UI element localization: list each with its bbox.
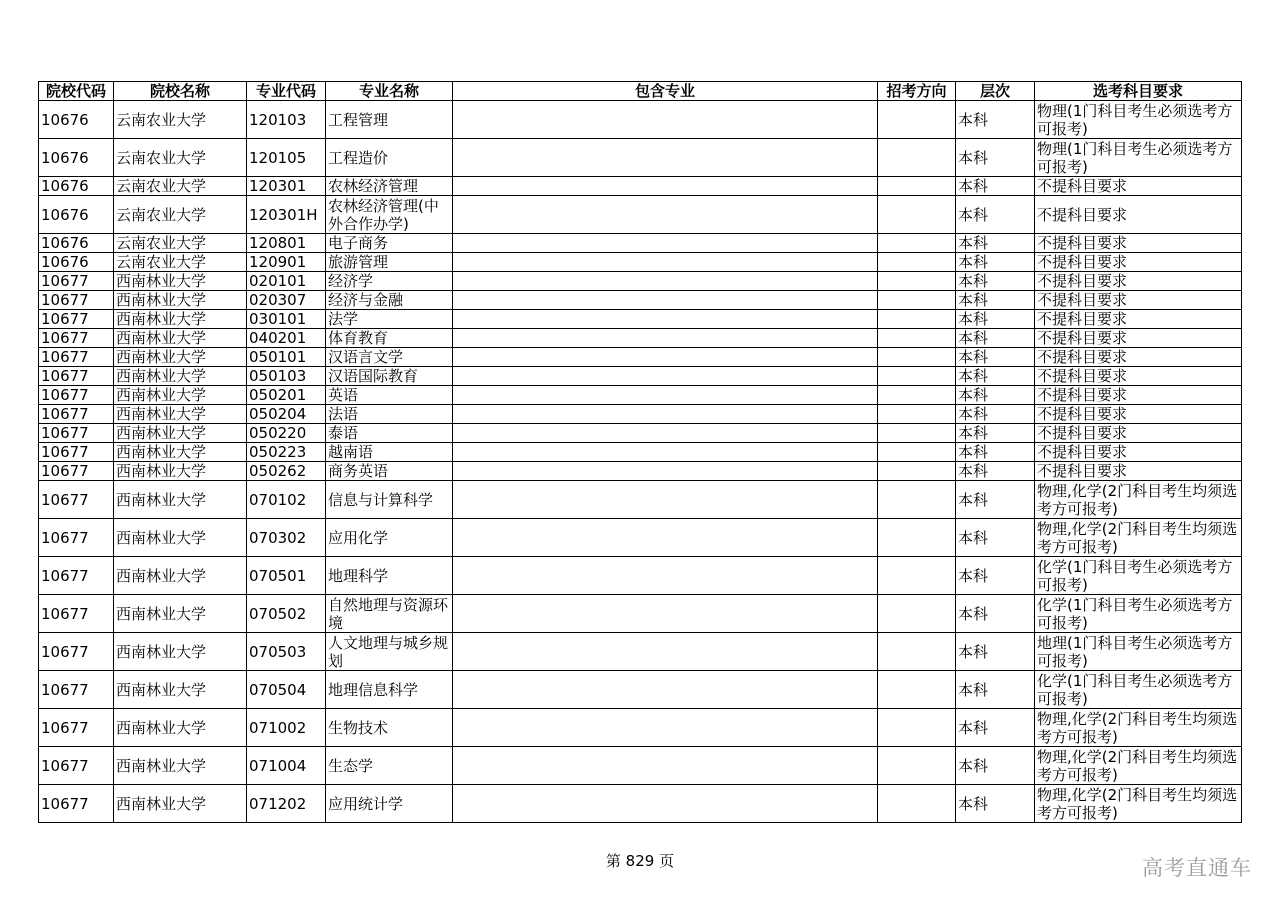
major-code-cell: 070302 bbox=[247, 519, 326, 557]
table-row bbox=[39, 139, 1242, 177]
school-name-cell: 云南农业大学 bbox=[114, 139, 247, 177]
table-row bbox=[39, 709, 1242, 747]
table-row bbox=[39, 177, 1242, 196]
included-majors-cell bbox=[453, 519, 878, 557]
major-name-cell: 经济与金融 bbox=[326, 291, 453, 310]
level-cell: 本科 bbox=[956, 367, 1035, 386]
header-school-code: 院校代码 bbox=[39, 82, 114, 101]
school-name-cell: 西南林业大学 bbox=[114, 272, 247, 291]
major-name-cell: 泰语 bbox=[326, 424, 453, 443]
table-body bbox=[39, 101, 1242, 823]
school-name-cell: 西南林业大学 bbox=[114, 747, 247, 785]
level-cell: 本科 bbox=[956, 272, 1035, 291]
subject-requirement-cell: 化学(1门科目考生必须选考方可报考) bbox=[1035, 595, 1242, 633]
table-row bbox=[39, 329, 1242, 348]
admission-requirements-table bbox=[38, 81, 1242, 823]
direction-cell bbox=[878, 519, 956, 557]
school-name-cell: 西南林业大学 bbox=[114, 462, 247, 481]
table-row bbox=[39, 443, 1242, 462]
school-name-cell: 西南林业大学 bbox=[114, 424, 247, 443]
major-code-cell: 120103 bbox=[247, 101, 326, 139]
major-name-cell: 生态学 bbox=[326, 747, 453, 785]
direction-cell bbox=[878, 633, 956, 671]
level-cell: 本科 bbox=[956, 177, 1035, 196]
direction-cell bbox=[878, 709, 956, 747]
subject-requirement-cell: 化学(1门科目考生必须选考方可报考) bbox=[1035, 671, 1242, 709]
level-cell: 本科 bbox=[956, 443, 1035, 462]
major-code-cell: 050103 bbox=[247, 367, 326, 386]
major-name-cell: 电子商务 bbox=[326, 234, 453, 253]
major-name-cell: 农林经济管理 bbox=[326, 177, 453, 196]
level-cell: 本科 bbox=[956, 253, 1035, 272]
major-code-cell: 020307 bbox=[247, 291, 326, 310]
included-majors-cell bbox=[453, 633, 878, 671]
level-cell: 本科 bbox=[956, 291, 1035, 310]
subject-requirement-cell: 不提科目要求 bbox=[1035, 177, 1242, 196]
direction-cell bbox=[878, 785, 956, 823]
table-row bbox=[39, 424, 1242, 443]
subject-requirement-cell: 不提科目要求 bbox=[1035, 443, 1242, 462]
direction-cell bbox=[878, 291, 956, 310]
included-majors-cell bbox=[453, 367, 878, 386]
major-code-cell: 040201 bbox=[247, 329, 326, 348]
included-majors-cell bbox=[453, 462, 878, 481]
table-row bbox=[39, 196, 1242, 234]
school-code-cell: 10677 bbox=[39, 272, 114, 291]
subject-requirement-cell: 不提科目要求 bbox=[1035, 462, 1242, 481]
school-code-cell: 10677 bbox=[39, 424, 114, 443]
level-cell: 本科 bbox=[956, 310, 1035, 329]
direction-cell bbox=[878, 405, 956, 424]
header-major-name: 专业名称 bbox=[326, 82, 453, 101]
subject-requirement-cell: 不提科目要求 bbox=[1035, 291, 1242, 310]
major-name-cell: 体育教育 bbox=[326, 329, 453, 348]
school-name-cell: 西南林业大学 bbox=[114, 348, 247, 367]
major-name-cell: 旅游管理 bbox=[326, 253, 453, 272]
table-row bbox=[39, 101, 1242, 139]
school-code-cell: 10677 bbox=[39, 367, 114, 386]
major-code-cell: 070503 bbox=[247, 633, 326, 671]
level-cell: 本科 bbox=[956, 462, 1035, 481]
included-majors-cell bbox=[453, 557, 878, 595]
included-majors-cell bbox=[453, 595, 878, 633]
table-row bbox=[39, 310, 1242, 329]
major-code-cell: 030101 bbox=[247, 310, 326, 329]
included-majors-cell bbox=[453, 747, 878, 785]
school-name-cell: 西南林业大学 bbox=[114, 386, 247, 405]
level-cell: 本科 bbox=[956, 101, 1035, 139]
school-code-cell: 10677 bbox=[39, 747, 114, 785]
subject-requirement-cell: 不提科目要求 bbox=[1035, 329, 1242, 348]
major-name-cell: 法语 bbox=[326, 405, 453, 424]
direction-cell bbox=[878, 386, 956, 405]
school-code-cell: 10676 bbox=[39, 234, 114, 253]
major-name-cell: 经济学 bbox=[326, 272, 453, 291]
school-name-cell: 西南林业大学 bbox=[114, 481, 247, 519]
table-row bbox=[39, 291, 1242, 310]
included-majors-cell bbox=[453, 139, 878, 177]
table-row bbox=[39, 462, 1242, 481]
subject-requirement-cell: 不提科目要求 bbox=[1035, 272, 1242, 291]
direction-cell bbox=[878, 595, 956, 633]
included-majors-cell bbox=[453, 386, 878, 405]
watermark-logo-text: 高考直通车 bbox=[1142, 856, 1252, 880]
school-name-cell: 西南林业大学 bbox=[114, 291, 247, 310]
school-name-cell: 云南农业大学 bbox=[114, 101, 247, 139]
major-code-cell: 070502 bbox=[247, 595, 326, 633]
school-code-cell: 10676 bbox=[39, 177, 114, 196]
school-name-cell: 西南林业大学 bbox=[114, 557, 247, 595]
subject-requirement-cell: 物理,化学(2门科目考生均须选考方可报考) bbox=[1035, 519, 1242, 557]
header-direction: 招考方向 bbox=[878, 82, 956, 101]
table-row bbox=[39, 367, 1242, 386]
school-name-cell: 西南林业大学 bbox=[114, 785, 247, 823]
major-name-cell: 汉语言文学 bbox=[326, 348, 453, 367]
subject-requirement-cell: 化学(1门科目考生必须选考方可报考) bbox=[1035, 557, 1242, 595]
level-cell: 本科 bbox=[956, 785, 1035, 823]
direction-cell bbox=[878, 177, 956, 196]
included-majors-cell bbox=[453, 443, 878, 462]
major-code-cell: 050262 bbox=[247, 462, 326, 481]
subject-requirement-cell: 不提科目要求 bbox=[1035, 310, 1242, 329]
subject-requirement-cell: 不提科目要求 bbox=[1035, 405, 1242, 424]
school-code-cell: 10677 bbox=[39, 671, 114, 709]
level-cell: 本科 bbox=[956, 481, 1035, 519]
header-included-majors: 包含专业 bbox=[453, 82, 878, 101]
table-row bbox=[39, 557, 1242, 595]
level-cell: 本科 bbox=[956, 709, 1035, 747]
major-code-cell: 070501 bbox=[247, 557, 326, 595]
table-row bbox=[39, 348, 1242, 367]
table-row bbox=[39, 386, 1242, 405]
major-code-cell: 020101 bbox=[247, 272, 326, 291]
direction-cell bbox=[878, 462, 956, 481]
major-name-cell: 人文地理与城乡规划 bbox=[326, 633, 453, 671]
school-code-cell: 10677 bbox=[39, 785, 114, 823]
major-name-cell: 生物技术 bbox=[326, 709, 453, 747]
included-majors-cell bbox=[453, 329, 878, 348]
major-code-cell: 120901 bbox=[247, 253, 326, 272]
major-code-cell: 070504 bbox=[247, 671, 326, 709]
major-name-cell: 汉语国际教育 bbox=[326, 367, 453, 386]
major-code-cell: 120301H bbox=[247, 196, 326, 234]
direction-cell bbox=[878, 253, 956, 272]
level-cell: 本科 bbox=[956, 519, 1035, 557]
school-code-cell: 10677 bbox=[39, 462, 114, 481]
major-code-cell: 050220 bbox=[247, 424, 326, 443]
direction-cell bbox=[878, 272, 956, 291]
table-row bbox=[39, 234, 1242, 253]
major-name-cell: 地理科学 bbox=[326, 557, 453, 595]
included-majors-cell bbox=[453, 272, 878, 291]
school-code-cell: 10676 bbox=[39, 196, 114, 234]
direction-cell bbox=[878, 310, 956, 329]
subject-requirement-cell: 不提科目要求 bbox=[1035, 348, 1242, 367]
included-majors-cell bbox=[453, 291, 878, 310]
major-name-cell: 自然地理与资源环境 bbox=[326, 595, 453, 633]
major-code-cell: 050204 bbox=[247, 405, 326, 424]
table-row bbox=[39, 595, 1242, 633]
included-majors-cell bbox=[453, 253, 878, 272]
level-cell: 本科 bbox=[956, 139, 1035, 177]
subject-requirement-cell: 不提科目要求 bbox=[1035, 196, 1242, 234]
school-name-cell: 西南林业大学 bbox=[114, 367, 247, 386]
school-code-cell: 10677 bbox=[39, 481, 114, 519]
included-majors-cell bbox=[453, 481, 878, 519]
direction-cell bbox=[878, 367, 956, 386]
school-name-cell: 西南林业大学 bbox=[114, 709, 247, 747]
level-cell: 本科 bbox=[956, 671, 1035, 709]
school-code-cell: 10677 bbox=[39, 519, 114, 557]
school-code-cell: 10677 bbox=[39, 386, 114, 405]
major-name-cell: 工程管理 bbox=[326, 101, 453, 139]
direction-cell bbox=[878, 443, 956, 462]
level-cell: 本科 bbox=[956, 234, 1035, 253]
level-cell: 本科 bbox=[956, 747, 1035, 785]
level-cell: 本科 bbox=[956, 196, 1035, 234]
direction-cell bbox=[878, 671, 956, 709]
subject-requirement-cell: 物理,化学(2门科目考生均须选考方可报考) bbox=[1035, 785, 1242, 823]
level-cell: 本科 bbox=[956, 557, 1035, 595]
included-majors-cell bbox=[453, 234, 878, 253]
major-name-cell: 农林经济管理(中外合作办学) bbox=[326, 196, 453, 234]
table-row bbox=[39, 481, 1242, 519]
school-code-cell: 10677 bbox=[39, 291, 114, 310]
school-name-cell: 云南农业大学 bbox=[114, 253, 247, 272]
school-code-cell: 10676 bbox=[39, 253, 114, 272]
school-name-cell: 云南农业大学 bbox=[114, 234, 247, 253]
subject-requirement-cell: 物理,化学(2门科目考生均须选考方可报考) bbox=[1035, 481, 1242, 519]
included-majors-cell bbox=[453, 310, 878, 329]
subject-requirement-cell: 物理(1门科目考生必须选考方可报考) bbox=[1035, 139, 1242, 177]
major-name-cell: 英语 bbox=[326, 386, 453, 405]
major-name-cell: 信息与计算科学 bbox=[326, 481, 453, 519]
major-name-cell: 法学 bbox=[326, 310, 453, 329]
subject-requirement-cell: 不提科目要求 bbox=[1035, 234, 1242, 253]
school-code-cell: 10677 bbox=[39, 329, 114, 348]
direction-cell bbox=[878, 101, 956, 139]
direction-cell bbox=[878, 424, 956, 443]
school-code-cell: 10677 bbox=[39, 348, 114, 367]
included-majors-cell bbox=[453, 177, 878, 196]
direction-cell bbox=[878, 747, 956, 785]
subject-requirement-cell: 物理(1门科目考生必须选考方可报考) bbox=[1035, 101, 1242, 139]
major-code-cell: 071002 bbox=[247, 709, 326, 747]
table-row bbox=[39, 747, 1242, 785]
school-name-cell: 西南林业大学 bbox=[114, 671, 247, 709]
school-name-cell: 云南农业大学 bbox=[114, 196, 247, 234]
school-code-cell: 10677 bbox=[39, 310, 114, 329]
major-code-cell: 120301 bbox=[247, 177, 326, 196]
included-majors-cell bbox=[453, 671, 878, 709]
school-code-cell: 10677 bbox=[39, 443, 114, 462]
school-code-cell: 10677 bbox=[39, 405, 114, 424]
major-code-cell: 050223 bbox=[247, 443, 326, 462]
table-row bbox=[39, 671, 1242, 709]
level-cell: 本科 bbox=[956, 633, 1035, 671]
page-number: 第 829 页 bbox=[605, 852, 675, 870]
major-code-cell: 071004 bbox=[247, 747, 326, 785]
table-row bbox=[39, 785, 1242, 823]
major-code-cell: 120801 bbox=[247, 234, 326, 253]
major-name-cell: 商务英语 bbox=[326, 462, 453, 481]
school-code-cell: 10677 bbox=[39, 709, 114, 747]
school-code-cell: 10676 bbox=[39, 139, 114, 177]
subject-requirement-cell: 地理(1门科目考生必须选考方可报考) bbox=[1035, 633, 1242, 671]
table-row bbox=[39, 272, 1242, 291]
direction-cell bbox=[878, 481, 956, 519]
school-name-cell: 西南林业大学 bbox=[114, 519, 247, 557]
major-name-cell: 地理信息科学 bbox=[326, 671, 453, 709]
header-level: 层次 bbox=[956, 82, 1035, 101]
school-name-cell: 西南林业大学 bbox=[114, 595, 247, 633]
school-name-cell: 西南林业大学 bbox=[114, 443, 247, 462]
included-majors-cell bbox=[453, 348, 878, 367]
level-cell: 本科 bbox=[956, 405, 1035, 424]
direction-cell bbox=[878, 348, 956, 367]
included-majors-cell bbox=[453, 101, 878, 139]
school-code-cell: 10677 bbox=[39, 595, 114, 633]
level-cell: 本科 bbox=[956, 329, 1035, 348]
header-major-code: 专业代码 bbox=[247, 82, 326, 101]
school-name-cell: 西南林业大学 bbox=[114, 310, 247, 329]
included-majors-cell bbox=[453, 405, 878, 424]
direction-cell bbox=[878, 557, 956, 595]
direction-cell bbox=[878, 329, 956, 348]
subject-requirement-cell: 不提科目要求 bbox=[1035, 253, 1242, 272]
header-subject-requirement: 选考科目要求 bbox=[1035, 82, 1242, 101]
subject-requirement-cell: 不提科目要求 bbox=[1035, 367, 1242, 386]
school-code-cell: 10676 bbox=[39, 101, 114, 139]
table-row bbox=[39, 253, 1242, 272]
major-name-cell: 工程造价 bbox=[326, 139, 453, 177]
included-majors-cell bbox=[453, 424, 878, 443]
school-name-cell: 西南林业大学 bbox=[114, 329, 247, 348]
major-code-cell: 050201 bbox=[247, 386, 326, 405]
subject-requirement-cell: 不提科目要求 bbox=[1035, 424, 1242, 443]
major-name-cell: 应用化学 bbox=[326, 519, 453, 557]
major-code-cell: 071202 bbox=[247, 785, 326, 823]
major-code-cell: 050101 bbox=[247, 348, 326, 367]
subject-requirement-cell: 不提科目要求 bbox=[1035, 386, 1242, 405]
level-cell: 本科 bbox=[956, 424, 1035, 443]
included-majors-cell bbox=[453, 709, 878, 747]
school-name-cell: 云南农业大学 bbox=[114, 177, 247, 196]
included-majors-cell bbox=[453, 785, 878, 823]
school-code-cell: 10677 bbox=[39, 633, 114, 671]
major-code-cell: 120105 bbox=[247, 139, 326, 177]
table-row bbox=[39, 405, 1242, 424]
table-header-row bbox=[39, 82, 1242, 101]
direction-cell bbox=[878, 139, 956, 177]
major-name-cell: 应用统计学 bbox=[326, 785, 453, 823]
level-cell: 本科 bbox=[956, 595, 1035, 633]
table-row bbox=[39, 633, 1242, 671]
subject-requirement-cell: 物理,化学(2门科目考生均须选考方可报考) bbox=[1035, 709, 1242, 747]
level-cell: 本科 bbox=[956, 386, 1035, 405]
table-row bbox=[39, 519, 1242, 557]
included-majors-cell bbox=[453, 196, 878, 234]
school-name-cell: 西南林业大学 bbox=[114, 633, 247, 671]
school-name-cell: 西南林业大学 bbox=[114, 405, 247, 424]
major-code-cell: 070102 bbox=[247, 481, 326, 519]
school-code-cell: 10677 bbox=[39, 557, 114, 595]
subject-requirement-cell: 物理,化学(2门科目考生均须选考方可报考) bbox=[1035, 747, 1242, 785]
direction-cell bbox=[878, 234, 956, 253]
level-cell: 本科 bbox=[956, 348, 1035, 367]
major-name-cell: 越南语 bbox=[326, 443, 453, 462]
header-school-name: 院校名称 bbox=[114, 82, 247, 101]
direction-cell bbox=[878, 196, 956, 234]
